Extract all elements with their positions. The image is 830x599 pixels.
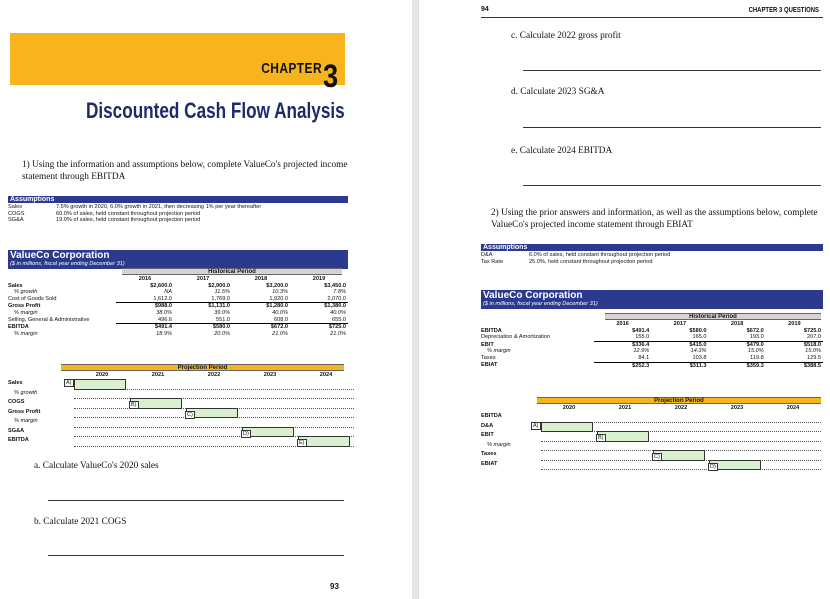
running-head-rule bbox=[481, 17, 823, 18]
assumption-row bbox=[481, 259, 823, 266]
projection-grid bbox=[8, 372, 348, 446]
cell-value: 15.0% bbox=[805, 348, 821, 355]
cell-value: 1,920.0 bbox=[232, 296, 290, 303]
table-row bbox=[6, 289, 348, 296]
cell-value: 2,070.0 bbox=[290, 296, 348, 303]
cell-value: $336.4 bbox=[632, 341, 650, 348]
row-label: Sales bbox=[8, 282, 23, 289]
cell-value: 10.3% bbox=[272, 289, 288, 296]
cell-value: 1,769.0 bbox=[174, 296, 232, 303]
answer-marker: B) bbox=[598, 435, 604, 441]
company-name-right: ValueCo Corporation bbox=[483, 290, 583, 301]
company-banner bbox=[8, 250, 348, 269]
proj-row-label: % margin bbox=[14, 418, 38, 424]
cell-value: $491.4 bbox=[154, 324, 172, 331]
answer-marker: A) bbox=[533, 422, 539, 429]
right-page bbox=[418, 0, 830, 599]
answer-marker: D) bbox=[243, 430, 249, 437]
table-row bbox=[6, 331, 348, 338]
proj-row-label: EBIT bbox=[481, 432, 494, 438]
proj-year-header: 2021 bbox=[151, 372, 165, 378]
blank-cell bbox=[479, 321, 594, 328]
cell-value: $672.0 bbox=[270, 324, 288, 331]
answer-line-e[interactable] bbox=[523, 185, 821, 186]
cell-value: 40.0% bbox=[272, 309, 288, 316]
year-header: 2017 bbox=[673, 321, 687, 327]
year-header: 2019 bbox=[788, 321, 801, 327]
table-row bbox=[6, 317, 348, 324]
proj-row-label: Gross Profit bbox=[8, 408, 41, 415]
cell-value: 21.0% bbox=[272, 330, 288, 337]
cell-value: 103.8 bbox=[651, 355, 708, 362]
cell-value: $672.0 bbox=[746, 327, 764, 334]
cell-value: 608.0 bbox=[232, 317, 290, 324]
cell-value: $725.0 bbox=[803, 327, 821, 334]
proj-row-label: D&A bbox=[481, 422, 494, 429]
cell-value: $252.3 bbox=[632, 362, 650, 369]
assumption-label: SG&A bbox=[8, 217, 24, 224]
year-header: 2019 bbox=[312, 276, 326, 282]
cell-value: 12.9% bbox=[633, 348, 650, 355]
cell-value: $2,900.0 bbox=[208, 282, 230, 289]
company-subtitle-right: ($ in millions, fiscal year ending December 31) bbox=[483, 301, 598, 307]
year-header-row bbox=[479, 321, 823, 328]
assumption-label: COGS bbox=[8, 210, 25, 217]
cell-value: $1,280.0 bbox=[266, 303, 288, 310]
assumption-row bbox=[481, 252, 823, 259]
question-b: b. Calculate 2021 COGS bbox=[34, 517, 127, 527]
cell-value: 551.0 bbox=[174, 317, 232, 324]
question-2: 2) Using the prior answers and information, as well as the assumptions below, complete ValueCo's projected income statement through EBIAT bbox=[491, 208, 818, 230]
proj-year-header: 2022 bbox=[674, 405, 688, 411]
proj-year-header: 2021 bbox=[618, 405, 632, 411]
assumption-row bbox=[8, 217, 348, 224]
question-a: a. Calculate ValueCo's 2020 sales bbox=[34, 461, 159, 471]
cell-value: 655.0 bbox=[290, 317, 348, 324]
proj-year-header: 2023 bbox=[730, 405, 744, 411]
table-row bbox=[479, 355, 823, 362]
proj-year-header: 2022 bbox=[207, 372, 221, 378]
cell-value: 119.8 bbox=[709, 355, 766, 362]
year-header: 2018 bbox=[254, 276, 268, 282]
year-header: 2016 bbox=[616, 321, 629, 327]
proj-row-gridline bbox=[541, 469, 821, 470]
cell-value: 496.6 bbox=[116, 317, 174, 324]
company-name: ValueCo Corporation bbox=[10, 250, 110, 261]
assumption-row bbox=[8, 211, 348, 218]
row-label: Gross Profit bbox=[8, 303, 41, 310]
cell-value: $1,380.0 bbox=[324, 303, 346, 310]
question-d: d. Calculate 2023 SG&A bbox=[511, 87, 605, 97]
proj-row-label: EBITDA bbox=[8, 437, 29, 443]
assumption-label: Sales bbox=[8, 204, 22, 210]
cell-value: 40.0% bbox=[330, 309, 346, 316]
chapter-heading bbox=[10, 60, 322, 78]
row-label: Cost of Goods Sold bbox=[8, 296, 57, 303]
assumption-label: Tax Rate bbox=[481, 258, 504, 265]
proj-year-header: 2020 bbox=[562, 405, 576, 411]
company-banner-right bbox=[481, 290, 823, 309]
cell-value: $359.3 bbox=[746, 362, 764, 369]
assumptions-list-right bbox=[481, 252, 823, 265]
chapter-number: 3 bbox=[323, 58, 339, 94]
page-number-left: 93 bbox=[330, 582, 339, 591]
running-head: CHAPTER 3 QUESTIONS bbox=[748, 7, 819, 14]
assumption-text: 7.5% growth in 2020, 6.0% growth in 2021, then decreasing 1% per year thereafter bbox=[56, 204, 262, 210]
cell-value: 38.0% bbox=[156, 309, 172, 316]
cell-value: 1,612.0 bbox=[116, 296, 174, 303]
row-label: Selling, General & Administrative bbox=[8, 316, 90, 323]
year-header: 2018 bbox=[730, 321, 744, 327]
cell-value: $479.0 bbox=[746, 341, 764, 348]
question-1: 1) Using the information and assumptions below, complete ValueCo's projected income statement through EBITDA bbox=[22, 160, 348, 182]
proj-row-gridline bbox=[541, 441, 821, 442]
table-row bbox=[6, 303, 348, 310]
assumption-label: D&A bbox=[481, 252, 493, 258]
row-label: % margin bbox=[487, 348, 511, 355]
row-label: EBITDA bbox=[8, 323, 29, 330]
historical-table-right bbox=[479, 321, 823, 369]
answer-line-b[interactable] bbox=[48, 555, 344, 556]
table-row bbox=[479, 341, 823, 348]
cell-value: 84.1 bbox=[594, 355, 651, 362]
cell-value: 20.0% bbox=[214, 330, 230, 337]
cell-value: 129.5 bbox=[766, 355, 823, 362]
table-row bbox=[6, 296, 348, 303]
proj-row-label: % margin bbox=[487, 441, 511, 448]
cell-value: $580.0 bbox=[212, 324, 230, 331]
cell-value: 7.8% bbox=[333, 289, 346, 296]
page-number-right: 94 bbox=[481, 6, 489, 13]
proj-row-label: % growth bbox=[14, 389, 38, 396]
cell-value: $725.0 bbox=[328, 324, 346, 331]
question-c: c. Calculate 2022 gross profit bbox=[511, 31, 621, 41]
cell-value: $415.0 bbox=[689, 341, 707, 348]
proj-row-label: EBITDA bbox=[481, 413, 502, 419]
cell-value: 21.0% bbox=[330, 330, 346, 337]
row-label: EBIT bbox=[481, 341, 494, 348]
table-row bbox=[6, 324, 348, 331]
cell-value: $311.3 bbox=[689, 362, 707, 369]
chapter-label: CHAPTER bbox=[261, 60, 322, 77]
chapter-title-wrap bbox=[10, 98, 345, 124]
cell-value: $388.5 bbox=[803, 362, 821, 369]
cell-value: 18.9% bbox=[156, 330, 172, 337]
cell-value: 15.0% bbox=[747, 348, 764, 355]
answer-marker: B) bbox=[131, 402, 137, 408]
proj-row-gridline bbox=[74, 398, 354, 399]
projection-period-band: Projection Period bbox=[61, 364, 344, 371]
historical-table bbox=[6, 276, 348, 337]
proj-year-header: 2023 bbox=[263, 372, 277, 378]
answer-cell[interactable] bbox=[541, 422, 593, 433]
cell-value: 14.3% bbox=[690, 348, 707, 355]
table-row bbox=[6, 283, 348, 290]
company-subtitle: ($ in millions, fiscal year ending December 31) bbox=[10, 261, 125, 267]
proj-row-label: SG&A bbox=[8, 427, 25, 434]
answer-line-d[interactable] bbox=[523, 127, 821, 128]
row-label: % growth bbox=[14, 289, 38, 296]
cell-value: 165.0 bbox=[651, 334, 708, 341]
table-row bbox=[6, 310, 348, 317]
assumption-text: 19.0% of sales, held constant throughout projection period bbox=[56, 217, 201, 224]
answer-line-c[interactable] bbox=[523, 70, 821, 71]
cell-value: 207.0 bbox=[766, 334, 823, 341]
historical-period-band: Historical Period bbox=[122, 268, 342, 275]
row-label: % margin bbox=[14, 309, 38, 316]
projection-period-band-right: Projection Period bbox=[537, 397, 821, 404]
assumption-text: 60.0% of sales, held constant throughout projection period bbox=[56, 210, 201, 217]
blank-cell bbox=[6, 276, 116, 283]
row-label: Taxes bbox=[481, 355, 496, 362]
answer-marker: E) bbox=[299, 440, 305, 446]
chapter-title: Discounted Cash Flow Analysis bbox=[86, 98, 345, 123]
left-page bbox=[0, 0, 412, 599]
table-row bbox=[479, 348, 823, 355]
cell-value: $1,131.0 bbox=[208, 303, 230, 310]
cell-value: NA bbox=[164, 289, 172, 296]
cell-value: 39.0% bbox=[214, 309, 230, 316]
proj-row-gridline bbox=[74, 427, 354, 428]
proj-row-label: Sales bbox=[8, 380, 23, 386]
table-row bbox=[479, 328, 823, 335]
row-label: Depreciation & Amortization bbox=[481, 334, 551, 341]
answer-cell[interactable] bbox=[74, 379, 126, 390]
proj-year-header: 2024 bbox=[786, 405, 800, 411]
assumption-row bbox=[8, 204, 348, 211]
year-header-row bbox=[6, 276, 348, 283]
cell-value: $988.0 bbox=[154, 303, 172, 310]
row-label: % margin bbox=[14, 330, 38, 337]
answer-marker: C) bbox=[187, 411, 193, 418]
table-row bbox=[479, 334, 823, 341]
proj-year-header: 2024 bbox=[319, 372, 333, 378]
answer-marker: A) bbox=[66, 380, 72, 386]
assumption-text: 25.0%, held constant throughout projection period bbox=[529, 258, 653, 265]
answer-marker: D) bbox=[710, 463, 716, 470]
historical-period-band-right: Historical Period bbox=[605, 313, 821, 320]
cell-value: $3,450.0 bbox=[324, 282, 346, 289]
cell-value: $518.0 bbox=[803, 341, 821, 348]
cell-value: $2,600.0 bbox=[150, 282, 172, 289]
table-row bbox=[479, 362, 823, 369]
cell-value: $491.4 bbox=[632, 327, 650, 334]
row-label: EBITDA bbox=[481, 327, 502, 334]
cell-value: 155.0 bbox=[594, 334, 651, 341]
assumptions-list bbox=[8, 204, 348, 224]
answer-marker: C) bbox=[654, 454, 660, 460]
proj-row-label: Taxes bbox=[481, 451, 497, 457]
year-header: 2017 bbox=[196, 276, 210, 282]
year-header: 2016 bbox=[138, 276, 152, 282]
cell-value: $3,200.0 bbox=[266, 282, 288, 289]
projection-grid-right bbox=[481, 405, 823, 469]
proj-year-header: 2020 bbox=[95, 372, 109, 378]
question-e: e. Calculate 2024 EBITDA bbox=[511, 146, 613, 156]
assumptions-header: Assumptions bbox=[8, 196, 348, 203]
cell-value: 193.0 bbox=[709, 334, 766, 341]
proj-row-label: COGS bbox=[8, 399, 25, 405]
proj-row-label: EBIAT bbox=[481, 460, 498, 467]
assumption-text: 6.0% of sales, held constant throughout projection period bbox=[529, 252, 671, 258]
assumptions-header-right: Assumptions bbox=[481, 244, 823, 251]
cell-value: 11.5% bbox=[214, 289, 230, 296]
cell-value: $580.0 bbox=[689, 327, 707, 334]
answer-line-a[interactable] bbox=[48, 500, 344, 501]
row-label: EBIAT bbox=[481, 362, 498, 369]
